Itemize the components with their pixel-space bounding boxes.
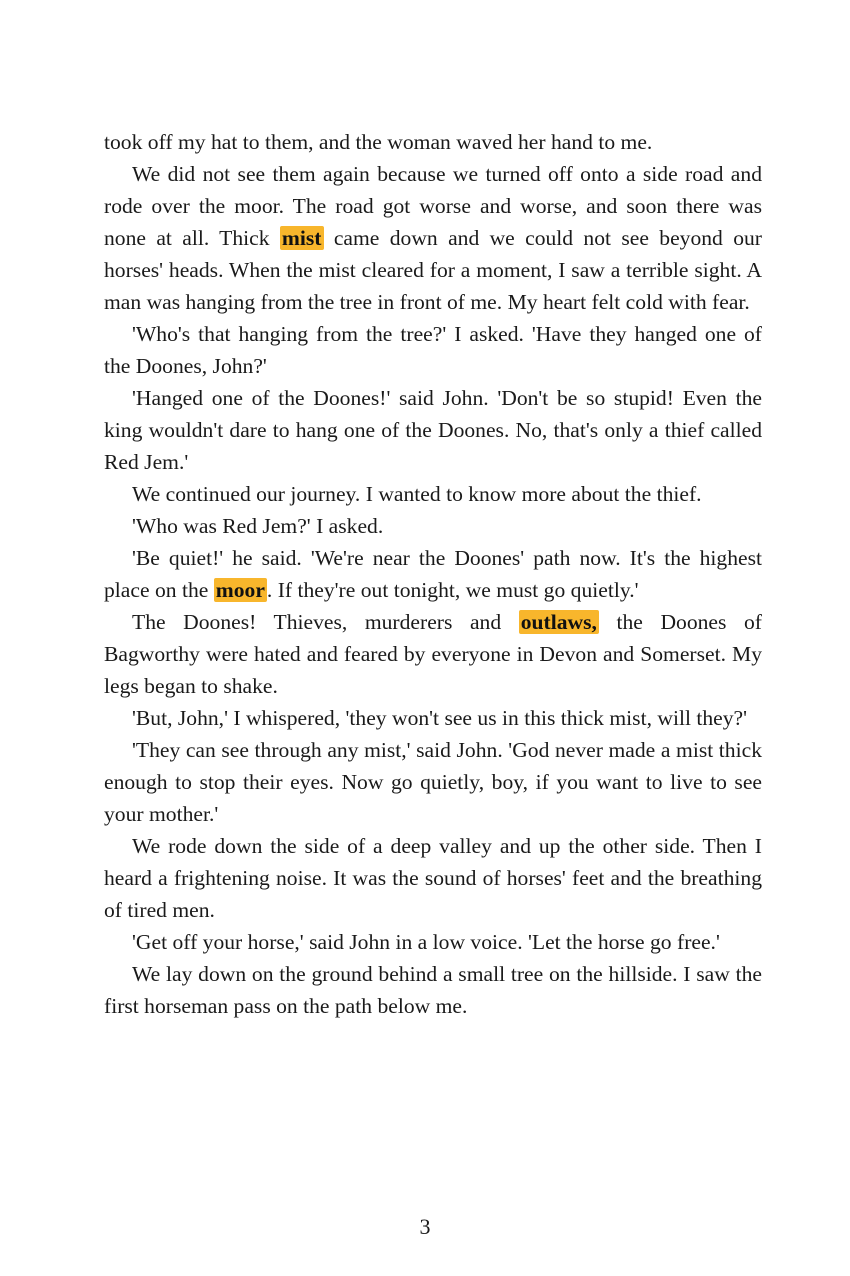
paragraph-text: . If they're out tonight, we must go quietly.' <box>266 578 639 602</box>
paragraph-text: 'Hanged one of the Doones!' said John. 'Don't be so stupid! Even the king wouldn't dare to hang one of the Doones. No, that's only a thief called Red Jem.' <box>104 386 762 474</box>
paragraph-6 <box>104 510 762 542</box>
highlighted-word-outlaws[interactable]: outlaws, <box>520 610 597 634</box>
paragraph-text: The Doones! Thieves, murderers and <box>132 610 519 634</box>
paragraph-text: 'Who was Red Jem?' I asked. <box>132 514 384 538</box>
paragraph-7 <box>104 542 762 606</box>
paragraph-2 <box>104 158 762 318</box>
paragraph-text: came down and we could not see beyond our horses' heads. When the mist cleared for a moment, I saw a terrible sight. A man was hanging from the tree in front of me. My heart felt cold with fear. <box>104 226 762 314</box>
paragraph-4 <box>104 382 762 478</box>
page-number: 3 <box>419 1214 431 1239</box>
paragraph-text: 'They can see through any mist,' said John. 'God never made a mist thick enough to stop their eyes. Now go quietly, boy, if you want to live to see your mother.' <box>104 738 762 826</box>
paragraph-13 <box>104 958 762 1022</box>
paragraph-10 <box>104 734 762 830</box>
paragraph-3 <box>104 318 762 382</box>
highlighted-word-mist[interactable]: mist <box>281 226 322 250</box>
paragraph-12 <box>104 926 762 958</box>
paragraph-text: the Doones of Bagworthy were hated and feared by everyone in Devon and Somerset. My legs began to shake. <box>104 610 762 698</box>
paragraph-text: We rode down the side of a deep valley and up the other side. Then I heard a frightening noise. It was the sound of horses' feet and the breathing of tired men. <box>104 834 762 922</box>
paragraph-11 <box>104 830 762 926</box>
paragraph-5 <box>104 478 762 510</box>
paragraph-text: 'Be quiet!' he said. 'We're near the Doones' path now. It's the highest place on the <box>104 546 762 602</box>
paragraph-text: We lay down on the ground behind a small tree on the hillside. I saw the first horseman pass on the path below me. <box>104 962 762 1018</box>
highlighted-word-moor[interactable]: moor <box>215 578 265 602</box>
page-body-text <box>104 126 762 1022</box>
paragraph-8 <box>104 606 762 702</box>
paragraph-text: 'But, John,' I whispered, 'they won't see us in this thick mist, will they?' <box>132 706 748 730</box>
paragraph-9 <box>104 702 762 734</box>
paragraph-text: We continued our journey. I wanted to know more about the thief. <box>132 482 702 506</box>
paragraph-text: We did not see them again because we turned off onto a side road and rode over the moor. The road got worse and worse, and soon there was none at all. Thick <box>104 162 762 250</box>
paragraph-1 <box>104 126 762 158</box>
paragraph-text: took off my hat to them, and the woman waved her hand to me. <box>104 130 653 154</box>
paragraph-text: 'Who's that hanging from the tree?' I asked. 'Have they hanged one of the Doones, John?' <box>104 322 762 378</box>
paragraph-text: 'Get off your horse,' said John in a low voice. 'Let the horse go free.' <box>132 930 720 954</box>
